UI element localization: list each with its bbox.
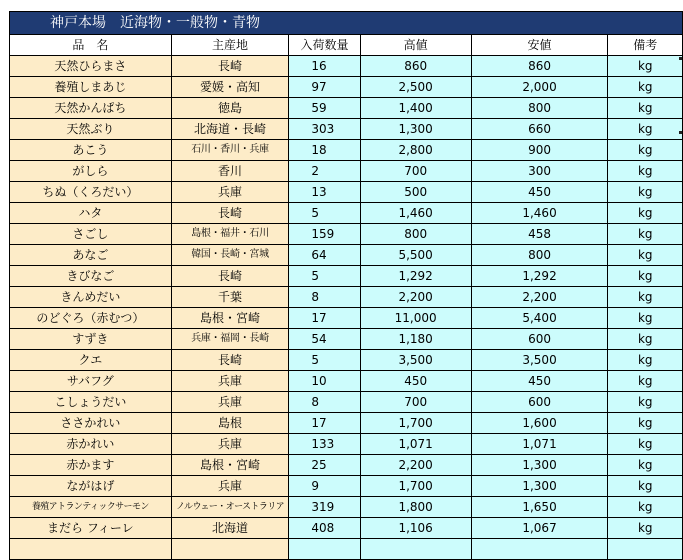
cell-quantity: 8 xyxy=(289,392,360,413)
cell-high-price: 3,500 xyxy=(360,350,471,371)
cell-remarks: kg xyxy=(608,350,683,371)
table-row xyxy=(10,497,683,518)
table-row xyxy=(10,308,683,329)
cell-low-price: 800 xyxy=(471,98,608,119)
cell-origin: 兵庫・福岡・長崎 xyxy=(171,329,289,350)
table-row xyxy=(10,455,683,476)
table-row xyxy=(10,140,683,161)
table-row xyxy=(10,245,683,266)
cell-high-price: 1,700 xyxy=(360,476,471,497)
cell-high-price: 450 xyxy=(360,371,471,392)
cell-remarks: kg xyxy=(608,392,683,413)
cell-high-price: 1,700 xyxy=(360,413,471,434)
cell-origin: 北海道・長崎 xyxy=(171,119,289,140)
table-row xyxy=(10,413,683,434)
cell-quantity: 54 xyxy=(289,329,360,350)
table-row xyxy=(10,518,683,539)
cell-quantity: 97 xyxy=(289,77,360,98)
cell-high-price: 700 xyxy=(360,392,471,413)
cell-quantity: 303 xyxy=(289,119,360,140)
cell-remarks: kg xyxy=(608,77,683,98)
cell-name: さごし xyxy=(10,224,172,245)
cell-origin: 島根・宮崎 xyxy=(171,455,289,476)
cell-name: まだら フィーレ xyxy=(10,518,172,539)
header-high-price: 高値 xyxy=(360,35,471,56)
cell-low-price: 2,200 xyxy=(471,287,608,308)
header-low-price: 安値 xyxy=(471,35,608,56)
cell-high-price: 800 xyxy=(360,224,471,245)
table-row xyxy=(10,539,683,560)
cell-origin: 韓国・長崎・宮城 xyxy=(171,245,289,266)
cell-origin: 長崎 xyxy=(171,56,289,77)
cell-name: こしょうだい xyxy=(10,392,172,413)
cell-quantity: 5 xyxy=(289,350,360,371)
cell-name: クエ xyxy=(10,350,172,371)
edge-mark-bottom xyxy=(679,131,682,134)
table-row xyxy=(10,266,683,287)
cell-high-price: 2,200 xyxy=(360,287,471,308)
cell-name: すずき xyxy=(10,329,172,350)
table-row xyxy=(10,56,683,77)
cell-name: 養殖しまあじ xyxy=(10,77,172,98)
cell-remarks: kg xyxy=(608,266,683,287)
cell-remarks: kg xyxy=(608,287,683,308)
cell-origin: 兵庫 xyxy=(171,182,289,203)
table-row xyxy=(10,392,683,413)
cell-low-price: 600 xyxy=(471,392,608,413)
cell-quantity: 133 xyxy=(289,434,360,455)
cell-quantity: 18 xyxy=(289,140,360,161)
cell-origin: 兵庫 xyxy=(171,476,289,497)
cell-remarks xyxy=(608,539,683,560)
cell-origin: 長崎 xyxy=(171,203,289,224)
header-quantity: 入荷数量 xyxy=(289,35,360,56)
cell-quantity: 17 xyxy=(289,413,360,434)
cell-high-price: 1,300 xyxy=(360,119,471,140)
cell-remarks: kg xyxy=(608,203,683,224)
cell-low-price: 3,500 xyxy=(471,350,608,371)
cell-remarks: kg xyxy=(608,56,683,77)
table-row xyxy=(10,203,683,224)
table-row xyxy=(10,98,683,119)
cell-remarks: kg xyxy=(608,140,683,161)
cell-quantity: 64 xyxy=(289,245,360,266)
price-table xyxy=(9,11,683,560)
cell-name: 天然ぶり xyxy=(10,119,172,140)
cell-low-price: 1,300 xyxy=(471,455,608,476)
cell-origin: 愛媛・高知 xyxy=(171,77,289,98)
cell-high-price: 1,106 xyxy=(360,518,471,539)
cell-low-price: 2,000 xyxy=(471,77,608,98)
table-row xyxy=(10,476,683,497)
header-row xyxy=(10,35,683,56)
cell-quantity: 25 xyxy=(289,455,360,476)
cell-high-price: 500 xyxy=(360,182,471,203)
cell-origin: 兵庫 xyxy=(171,392,289,413)
cell-low-price: 450 xyxy=(471,371,608,392)
table-row xyxy=(10,161,683,182)
cell-origin: 長崎 xyxy=(171,350,289,371)
cell-high-price: 860 xyxy=(360,56,471,77)
table-row xyxy=(10,224,683,245)
cell-remarks: kg xyxy=(608,518,683,539)
cell-high-price: 2,200 xyxy=(360,455,471,476)
cell-high-price: 1,800 xyxy=(360,497,471,518)
table-row xyxy=(10,350,683,371)
cell-low-price: 450 xyxy=(471,182,608,203)
cell-low-price: 300 xyxy=(471,161,608,182)
cell-name: ささかれい xyxy=(10,413,172,434)
cell-quantity: 159 xyxy=(289,224,360,245)
cell-name: のどぐろ（赤むつ） xyxy=(10,308,172,329)
cell-origin: ノルウェー・オーストラリア xyxy=(171,497,289,518)
edge-mark-top xyxy=(679,57,682,60)
cell-remarks: kg xyxy=(608,98,683,119)
cell-remarks: kg xyxy=(608,245,683,266)
cell-origin: 兵庫 xyxy=(171,434,289,455)
cell-high-price: 1,292 xyxy=(360,266,471,287)
cell-high-price xyxy=(360,539,471,560)
table-row xyxy=(10,371,683,392)
cell-low-price: 860 xyxy=(471,56,608,77)
cell-quantity: 13 xyxy=(289,182,360,203)
cell-quantity xyxy=(289,539,360,560)
cell-origin xyxy=(171,539,289,560)
cell-high-price: 1,400 xyxy=(360,98,471,119)
cell-remarks: kg xyxy=(608,476,683,497)
cell-origin: 島根 xyxy=(171,413,289,434)
cell-remarks: kg xyxy=(608,413,683,434)
cell-quantity: 2 xyxy=(289,161,360,182)
cell-low-price: 1,600 xyxy=(471,413,608,434)
cell-name: ながはげ xyxy=(10,476,172,497)
cell-low-price: 1,300 xyxy=(471,476,608,497)
cell-origin: 兵庫 xyxy=(171,371,289,392)
cell-name: がしら xyxy=(10,161,172,182)
cell-quantity: 9 xyxy=(289,476,360,497)
cell-high-price: 1,180 xyxy=(360,329,471,350)
cell-high-price: 5,500 xyxy=(360,245,471,266)
cell-high-price: 1,460 xyxy=(360,203,471,224)
cell-origin: 石川・香川・兵庫 xyxy=(171,140,289,161)
cell-name: あなご xyxy=(10,245,172,266)
cell-name: 天然ひらまさ xyxy=(10,56,172,77)
cell-high-price: 2,500 xyxy=(360,77,471,98)
cell-low-price: 1,071 xyxy=(471,434,608,455)
cell-low-price: 800 xyxy=(471,245,608,266)
cell-low-price: 5,400 xyxy=(471,308,608,329)
cell-quantity: 408 xyxy=(289,518,360,539)
cell-quantity: 8 xyxy=(289,287,360,308)
cell-name: サバフグ xyxy=(10,371,172,392)
cell-remarks: kg xyxy=(608,161,683,182)
cell-name: きびなご xyxy=(10,266,172,287)
cell-remarks: kg xyxy=(608,497,683,518)
cell-low-price: 1,650 xyxy=(471,497,608,518)
cell-remarks: kg xyxy=(608,434,683,455)
cell-low-price: 1,067 xyxy=(471,518,608,539)
cell-origin: 北海道 xyxy=(171,518,289,539)
table-row xyxy=(10,182,683,203)
cell-remarks: kg xyxy=(608,329,683,350)
cell-origin: 島根・宮崎 xyxy=(171,308,289,329)
cell-remarks: kg xyxy=(608,182,683,203)
cell-quantity: 10 xyxy=(289,371,360,392)
table-row xyxy=(10,329,683,350)
cell-low-price: 1,292 xyxy=(471,266,608,287)
table-row xyxy=(10,287,683,308)
cell-name: 赤かれい xyxy=(10,434,172,455)
table-row xyxy=(10,434,683,455)
cell-low-price: 660 xyxy=(471,119,608,140)
sheet-title: 神戸本場 近海物・一般物・青物 xyxy=(10,12,683,35)
cell-origin: 長崎 xyxy=(171,266,289,287)
cell-remarks: kg xyxy=(608,371,683,392)
cell-origin: 千葉 xyxy=(171,287,289,308)
cell-remarks: kg xyxy=(608,119,683,140)
header-remarks: 備考 xyxy=(608,35,683,56)
cell-low-price: 600 xyxy=(471,329,608,350)
cell-high-price: 1,071 xyxy=(360,434,471,455)
cell-quantity: 5 xyxy=(289,266,360,287)
cell-quantity: 16 xyxy=(289,56,360,77)
cell-low-price xyxy=(471,539,608,560)
cell-low-price: 1,460 xyxy=(471,203,608,224)
cell-name: 赤かます xyxy=(10,455,172,476)
price-sheet xyxy=(9,11,683,560)
cell-name xyxy=(10,539,172,560)
header-name: 品 名 xyxy=(10,35,172,56)
cell-high-price: 11,000 xyxy=(360,308,471,329)
cell-quantity: 319 xyxy=(289,497,360,518)
cell-quantity: 5 xyxy=(289,203,360,224)
cell-name: 養殖アトランティックサーモン xyxy=(10,497,172,518)
cell-name: ハタ xyxy=(10,203,172,224)
cell-quantity: 59 xyxy=(289,98,360,119)
header-origin: 主産地 xyxy=(171,35,289,56)
cell-high-price: 700 xyxy=(360,161,471,182)
cell-origin: 島根・福井・石川 xyxy=(171,224,289,245)
table-row xyxy=(10,119,683,140)
cell-origin: 香川 xyxy=(171,161,289,182)
cell-origin: 徳島 xyxy=(171,98,289,119)
cell-remarks: kg xyxy=(608,308,683,329)
cell-remarks: kg xyxy=(608,455,683,476)
cell-name: あこう xyxy=(10,140,172,161)
cell-name: ちぬ（くろだい） xyxy=(10,182,172,203)
table-row xyxy=(10,77,683,98)
cell-remarks: kg xyxy=(608,224,683,245)
cell-quantity: 17 xyxy=(289,308,360,329)
cell-low-price: 458 xyxy=(471,224,608,245)
cell-name: きんめだい xyxy=(10,287,172,308)
cell-high-price: 2,800 xyxy=(360,140,471,161)
cell-low-price: 900 xyxy=(471,140,608,161)
cell-name: 天然かんぱち xyxy=(10,98,172,119)
